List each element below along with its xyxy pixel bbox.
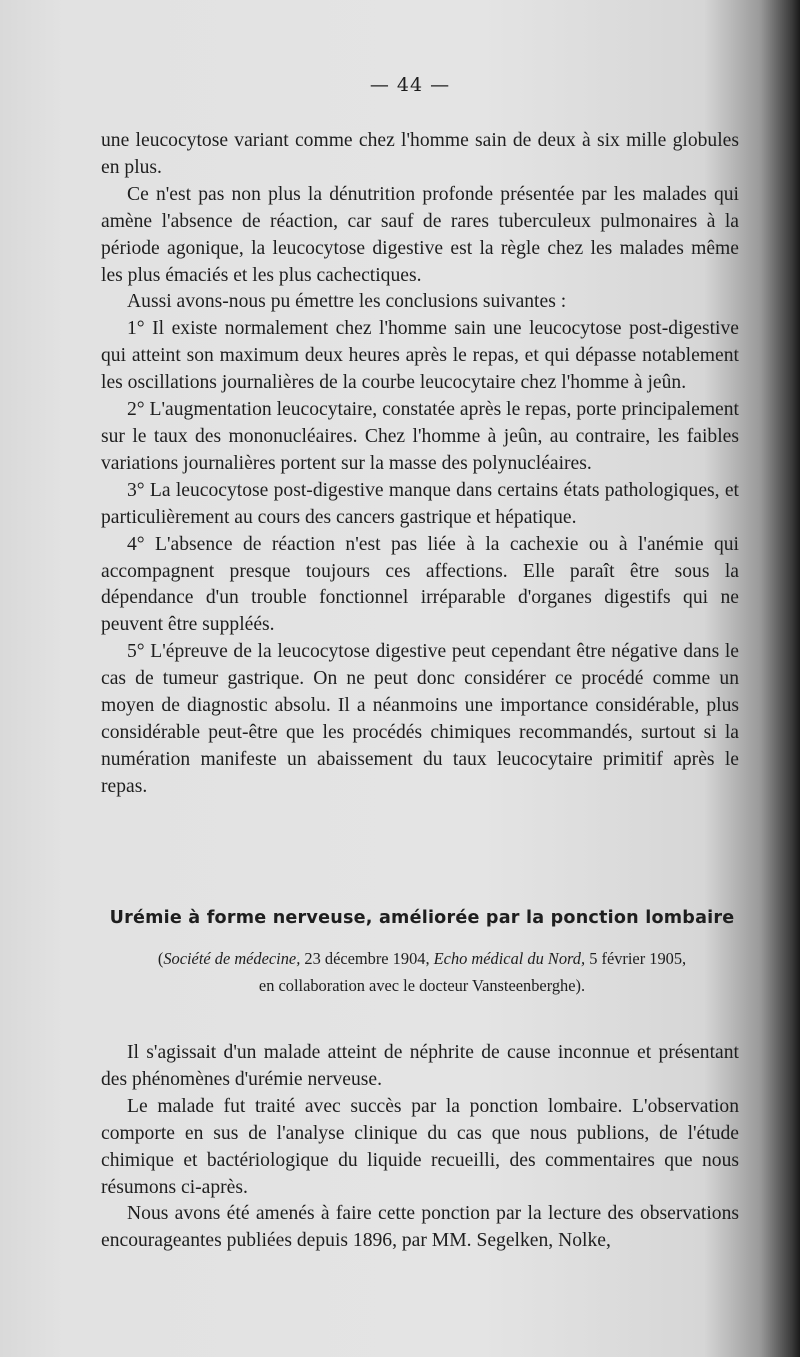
- paragraph: 5° L'épreuve de la leucocytose digestive peut cependant être négative dans le cas de tumeur gastrique. On ne peut donc considérer ce procédé comme un moyen de diagnostic absolu. Il a néanmoins une importance considérable, plus considérable peut-être que les procédés chimiques recommandés, surtout si la numération manifeste un abaissement du taux leucocytaire primitif après le repas.: [101, 641, 739, 797]
- paragraph: une leucocytose variant comme chez l'homme sain de deux à six mille globules en plus.: [101, 130, 739, 178]
- section-heading: Urémie à forme nerveuse, améliorée par la ponction lombaire: [109, 908, 735, 928]
- paragraph: Aussi avons-nous pu émettre les conclusions suivantes :: [127, 291, 567, 313]
- paragraph: Il s'agissait d'un malade atteint de néphrite de cause inconnue et présentant des phénomènes d'urémie nerveuse.: [101, 1042, 739, 1090]
- paragraph: Ce n'est pas non plus la dénutrition profonde présentée par les malades qui amène l'absence de réaction, car sauf de rares tuberculeux pulmonaires à la période agonique, la leucocytose digestive est la règle chez les malades même les plus émaciés et les plus cachectiques.: [101, 183, 739, 286]
- paragraph: Nous avons été amenés à faire cette ponction par la lecture des observations encourageantes publiées depuis 1896, par MM. Segelken, Nolke,: [101, 1203, 739, 1252]
- paragraph: 2° L'augmentation leucocytaire, constatée après le repas, porte principalement sur le taux des mononucléaires. Chez l'homme à jeûn, au contraire, les faibles variations journalières portent sur la masse des polynucléaires.: [101, 399, 739, 474]
- paragraph: 4° L'absence de réaction n'est pas liée à la cachexie ou à l'anémie qui accompagnent presque toujours ces affections. Elle paraît être sous la dépendance d'un trouble fonctionnel irréparable d'organes digestifs qui ne peuvent être suppléés.: [101, 533, 739, 636]
- citation-open-paren: (: [157, 949, 164, 968]
- citation-journal-2: Echo médical du Nord,: [433, 949, 586, 968]
- page-number: — 44 —: [369, 74, 451, 96]
- body-text-section-1: [101, 128, 739, 801]
- paragraph: 1° Il existe normalement chez l'homme sain une leucocytose post-digestive qui atteint son maximum deux heures après le repas, et qui dépasse notablement les oscillations journalières de la courbe leucocytaire chez l'homme à jeûn.: [101, 318, 739, 394]
- citation-line-2: en collaboration avec le docteur Vansteenberghe).: [258, 976, 586, 995]
- paragraph: 3° La leucocytose post-digestive manque dans certains états pathologiques, et particulièrement au cours des cancers gastrique et hépatique.: [101, 479, 739, 528]
- citation: [104, 945, 740, 999]
- citation-date-1: 23 décembre 1904,: [300, 949, 434, 968]
- body-text-section-2: [101, 1040, 739, 1255]
- citation-journal-1: Société de médecine,: [163, 949, 301, 968]
- citation-date-2: 5 février 1905,: [585, 949, 687, 968]
- paragraph: Le malade fut traité avec succès par la ponction lombaire. L'observation comporte en sus de l'analyse clinique du cas que nous publions, de l'étude chimique et bactériologique du liquide recueilli, des commentaires que nous résumons ci-après.: [101, 1095, 739, 1198]
